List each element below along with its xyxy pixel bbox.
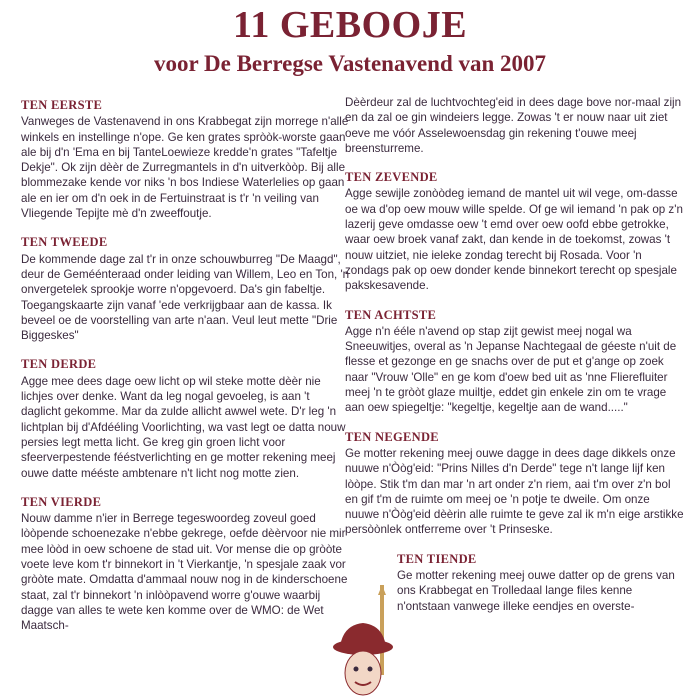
section-body: Ge motter rekening meej ouwe datter op de grens van ons Krabbegat en Trolledaal lange files kenne n'ontstaan vanwege illeke eendjes en overste- [397,569,675,613]
section-ten-derde [21,357,351,480]
section-ten-negende [345,430,685,538]
section-heading: TEN TIENDE [397,551,477,566]
staff-tip-icon [378,585,386,595]
section-body: Ge motter rekening meej ouwe dagge in dees dage dikkels onze nuuwe n'Òòg'eid: "Prins Nilles d'n Derde" tege n't lange lijf ken lòòpe. Stik t'm dan mar 'n art onder z'n riem, aai t'm over z'n bol en gif t'm de ruimte om meej oe 'n potje te dweile. Om onze nuuwe n'Òòg'eid dèèrin alle ruimte te geve zal ik m'n eige arstikke persòònlek ontferreme over 't Prinseske. [345,446,684,537]
continuation-body: Dèèrdeur zal de luchtvochteg'eid in dees dage bove nor-maal zijn en da zal oe gin windeiers legge. Zowas 't er nouw naar uit ziet oeve me vóór Asselewoensdag gin rekening t'ouwe meej breensturreme. [345,96,682,155]
herald-figure-icon [318,585,413,700]
section-heading: TEN ZEVENDE [345,170,438,185]
section-ten-zevende [345,170,685,293]
section-ten-eerste [21,98,351,221]
section-continuation [345,95,685,156]
face-icon [345,651,381,695]
section-body: Agge mee dees dage oew licht op wil steke motte dèèr nie lichjes over denke. Want da leg nogal gevoeleg, is aan 't daglicht gekomme. Mar da zulde allicht awwel wete. D'r leg 'n lichtplan bij d'Afdééling Voorlichting, wa vast legt oe datta nouw persies legt metta licht. Ge kreg gin groen licht voor sfeerverpestende fééstverlichting en ge motter rekening meej ouwe datte mééste ambtenare n't licht nog motte zien. [21,374,346,480]
staff-icon [380,585,384,675]
section-ten-tweede [21,235,351,343]
page-title: 11 GEBOOJE [232,4,468,46]
eye-icon [368,667,373,672]
section-body: Agge n'n ééle n'avend op stap zijt gewist meej nogal wa Sneeuwitjes, overal as 'n Jepanse Nachtegaal de géeste n'uit de flesse et gezonge en ge snachs over de put et g'ange op zoek naar "Vrouw 'Olle" en ge kom d'oew bed uit as 'nne Flierefluiter meej 'n te gròòt glaze muiltje, eddet gin enkele zin om te vrage aan oew spiegeltje: "kegeltje, kegeltje aan de wand....." [345,324,677,415]
section-body: Vanweges de Vastenavend in ons Krabbegat zijn morrege n'alle winkels en instellinge n'ope. Ge ken grates spròòk-worste gaan ale bij d'n 'Ema en bij TanteLoewieze kredde'n grates "Tafeltje Dekje". Ok zijn dèèr de Zurregmantels in d'n uitverkòòp. Bij alle blommezake kende vor niks 'n bos Indiese Waterlelies op gaan ale en ier om d'n oek in de Fertuinstraat is t'r 'n veiling van Vliegende Tepijte mè d'n zweeffoutje. [21,115,349,221]
page-subtitle: voor De Berregse Vastenavend van 2007 [153,51,547,76]
section-ten-achtste [345,308,685,416]
section-body: Agge sewijle zonòòdeg iemand de mantel uit wil vege, om-dasse oe wa d'op oew mouw wille spelde. Of ge wil iemand 'n pak op z'n lazerij geve omdasse oew 't emd over oew oofd ebbe getrokke, waar oew broek vanaf zakt, dan kende in de toekomst, zowas 't nouw uitziet, nie ieleke zondag terecht bij Rosada. Voor 'n zondags pak op oew donder kende binnekort terecht op spesjale pakskesavende. [345,187,683,293]
section-heading: TEN ACHTSTE [345,307,437,322]
eye-icon [354,667,359,672]
right-column [345,95,685,628]
section-ten-vierde [21,495,351,634]
section-body: De kommende dage zal t'r in onze schouwburreg "De Maagd", deur de Geméénteraad onder leiding van Willem, Leo en Ton, 'n onvergetelek sprookje worre n'opgevoerd. Da's gin fabeltje. Toegangskaarte zijn vanaf 'ede verkrijgbaar aan de kassa. Ik beveel oe de voorstelling van arte n'aan. Veul leut mette "Drie Biggeskes" [21,252,350,343]
section-heading: TEN DERDE [21,357,97,372]
section-heading: TEN VIERDE [21,494,102,509]
section-heading: TEN EERSTE [21,98,103,112]
left-column [21,98,351,648]
hat-icon [340,623,386,647]
section-body: Nouw damme n'ier in Berrege tegeswoordeg zoveul goed lòòpende schoenezake n'ebbe gekrege, oefde dèèrvoor nie mir mee lòòd in oew schoene de stad uit. Vor mense die op gròòte voete leve kom t'r binnekort in 't Vierkantje, 'n spesjale zaak vor gròòte mate. Omdatta d'ammaal nouw nog in de kinderschoene staat, zal t'r binnekort 'n inlòòpavend worre g'ouwe waarbij dagge van alles te wete ken komme over de WMO: de Wet Maatsch- [21,512,348,633]
section-heading: TEN NEGENDE [345,429,439,444]
section-heading: TEN TWEEDE [21,235,108,250]
